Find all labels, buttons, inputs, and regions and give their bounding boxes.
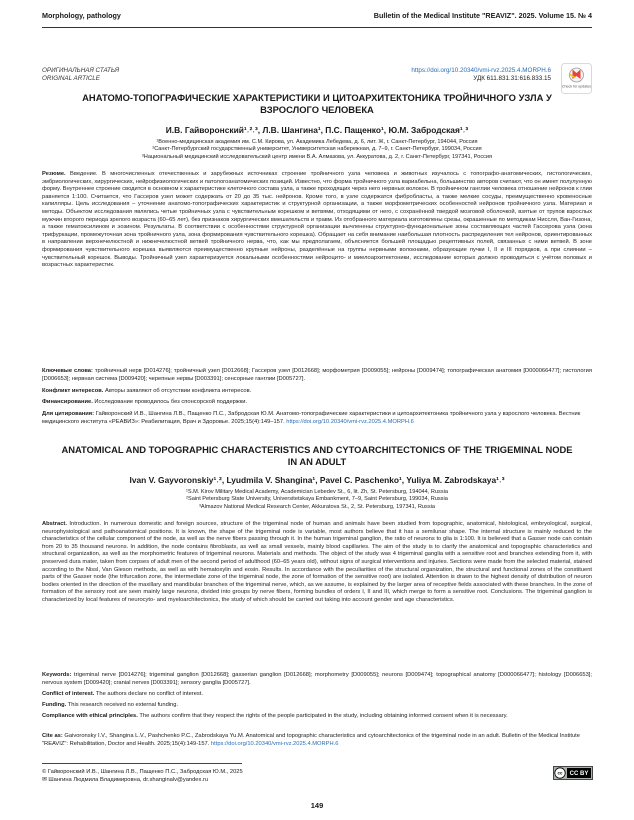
running-header bbox=[42, 8, 592, 22]
copyright-line: © Гайворонский И.В., Шангина Л.В., Пащенко П.С., Забродская Ю.М., 2025 bbox=[42, 769, 243, 775]
abstract-ru bbox=[42, 171, 592, 270]
svg-text:cc: cc bbox=[557, 770, 563, 776]
cite-label-en: Cite as: bbox=[42, 733, 63, 739]
cite-text-ru: Гайворонский И.В., Шангина Л.В., Пащенко П.С., Забродская Ю.М. Анатомо-топографические характеристики и цитоархитектоника тройничного узла у взрослого человека. Вестник медицинского института «РЕАВИЗ»: Реабилитация, Врач и Здоровье. 2025;15(4):149–157. bbox=[42, 411, 581, 425]
authors-ru: И.В. Гайворонский¹˒²˒³, Л.В. Шангина¹, П.С. Пащенко¹, Ю.М. Забродская¹˒³ bbox=[165, 125, 469, 135]
contact-line: ✉ Шангина Людмила Владимировна, dr.shanginalv@yandex.ru bbox=[42, 777, 209, 783]
conflict-label-ru: Конфликт интересов. bbox=[42, 388, 104, 394]
compliance-label-en: Compliance with ethical principles. bbox=[42, 713, 138, 719]
funding-ru bbox=[42, 399, 592, 405]
copyright-block bbox=[42, 768, 243, 784]
affiliation: ²Saint Petersburg State University, Universitetskaya Embankment, 7–9, Saint Petersburg, 199034, Russia bbox=[186, 496, 448, 503]
affiliation: ¹S.M. Kirov Military Medical Academy, Academician Lebedev St., 6, lit. Zh, St. Petersburg, 194044, Russia bbox=[186, 489, 448, 495]
conflict-ru bbox=[42, 388, 592, 394]
doi-link[interactable]: https://doi.org/10.20340/vmi-rvz.2025.4.MORPH.6 bbox=[411, 67, 551, 74]
footer-divider bbox=[42, 763, 242, 764]
abstract-body-ru: Введение. В многочисленных отечественных и зарубежных источниках строение тройничного узла человека и животных изучалось с топографо-анатомических, гистологических, эмбриологических, хирургических, нейрофизиологических и патологоанатомических позиций. Известно, что форма тройничного узла вариабельна, большинство авторов считают, что он имеет полулунную форму. Внутреннее строение сводится в основном к характеристике клеточного состава узла, а также проходящих через него нервных волокон. В тройничном ганглии человека отношение нейронов к глии равняется 1:100. Считается, что Гассеров узел может содержать от 20 до 35 тыс. нейронов. Кроме того, в узле содержатся фибробласты, а также мелкие сосуды, преимущественно кровеносные капилляры. Цель исследования – уточнение анатомо-топографических характеристик и структурной организации, а также морфометрических особенностей нейронов тройничного узла. Материал и методы. Объектом исследования являлись четые тройничных узла с чувствительным корешком и ветвями, отходящими от него, с сохранённой твердой мозговой оболочкой, взятые от трупов взрослых мужчин второго периода зрелого возраста (60–65 лет), без признаков хирургических вмешательств и травм. Из отобранного материала изготовлены срезы, окрашенные по методикам Ниссля, Ван-Гизона, а также гематоксилином и эозином. Результаты. В соответствии с особенностями структурной организации вычленены структурно-функциональные зоны составляющих частей Гассерова узла (зона трифуркации, промежуточная зона тройничного узла, зона формирования чувствительного корешка). Обращает на себя внимание наибольшая плотность распределения тел нейронов, ориентированных в направлении верхнечелюстной и нижнечелюстной ветвей тройничного нерва, что, как мы предполагаем, объясняется большей площадью рецептивных полей, связанных с ними ветвей. В зоне формирования чувствительного корешка выявляются преимущественно крупные нейроны, разделённые на группы нервными волокнами, образующие пучки I, II и III порядков, а при слиянии – чувствительный корешок. Выводы. Тройничный узел характеризуется локальными особенностями нейроцито- и миелоархитектоники, исследование которых должно проводиться с учётом половых и возрастных характеристик. bbox=[42, 171, 592, 269]
article-type-en: ORIGINAL ARTICLE bbox=[42, 75, 100, 82]
check-for-updates-badge[interactable] bbox=[561, 63, 592, 94]
funding-label-ru: Финансирование. bbox=[42, 399, 93, 405]
abstract-en bbox=[42, 521, 592, 605]
udc-code: УДК 611.831.31:616.833.15 bbox=[473, 75, 551, 82]
article-type bbox=[42, 67, 119, 83]
section-name: Morphology, pathology bbox=[42, 10, 121, 20]
abstract-label-en: Abstract. bbox=[42, 521, 67, 527]
compliance-text-en: The authors confirm that they respect the rights of the people participated in the study, including obtaining informed consent when it is necessary. bbox=[139, 713, 508, 719]
keywords-label-ru: Ключевые слова: bbox=[42, 368, 93, 374]
funding-text-en: This research received no external funding. bbox=[67, 702, 179, 708]
affiliation: ²Санкт-Петербургский государственный университет, Университетская набережная, д. 7–9, г. Санкт-Петербург, 199034, Россия bbox=[152, 146, 482, 153]
abstract-label-ru: Резюме. bbox=[42, 171, 66, 177]
conflict-en bbox=[42, 691, 592, 697]
citation-ru bbox=[42, 411, 592, 426]
title-ru: АНАТОМО-ТОПОГРАФИЧЕСКИЕ ХАРАКТЕРИСТИКИ И ЦИТОАРХИТЕКТОНИКА ТРОЙНИЧНОГО УЗЛА У ВЗРОСЛОГО ЧЕЛОВЕКА bbox=[82, 92, 552, 115]
page-number: 149 bbox=[310, 801, 324, 810]
doi-block bbox=[411, 67, 551, 83]
keywords-list-en: trigeminal nerve [D014276]; trigeminal ganglion [D012668]; gasserian ganglion [D012668]; morphometry [D009055]; neurons [D009474]; topographical anatomy [D000066477]; histology [D006653]; nervous system [D009420]; cranial nerves [D003391]; sensory ganglia [D005727]. bbox=[42, 672, 592, 686]
conflict-text-ru: Авторы заявляют об отсутствии конфликта интересов. bbox=[104, 388, 252, 394]
cite-label-ru: Для цитирования: bbox=[42, 411, 95, 417]
funding-en bbox=[42, 702, 592, 708]
title-en: ANATOMICAL AND TOPOGRAPHIC CHARACTERISTICS AND CYTOARCHITECTONICS OF THE TRIGEMINAL NODE IN AN ADULT bbox=[61, 444, 573, 467]
keywords-ru bbox=[42, 368, 592, 383]
keywords-list-ru: тройничный нерв [D014276]; тройничный узел [D012668]; Гассеров узел [D012668]; морфометрия [D009055]; нейроны [D009474]; топографическая анатомия [D000066477]; гистология [D006653]; нервная система [D009420]; черепные нервы [D003391]; сенсорные ганглии [D005727]. bbox=[42, 368, 592, 382]
funding-label-en: Funding. bbox=[42, 702, 67, 708]
conflict-label-en: Conflict of interest. bbox=[42, 691, 95, 697]
affiliations-en bbox=[42, 489, 592, 511]
conflict-text-en: The authors declare no conflict of interest. bbox=[95, 691, 203, 697]
affiliation: ¹Военно-медицинская академия им. С.М. Кирова, ул. Академика Лебедева, д. 6, лит. Ж, г. Санкт-Петербург, 194044, Россия bbox=[156, 139, 478, 145]
affiliations-ru bbox=[42, 139, 592, 161]
affiliation: ³Almazov National Medical Research Center, Akkuratova St., 2, St. Petersburg, 197341, Russia bbox=[199, 503, 435, 510]
header-divider bbox=[42, 27, 592, 28]
article-type-ru: ОРИГИНАЛЬНАЯ СТАТЬЯ bbox=[42, 67, 119, 74]
badge-label: Check for updates bbox=[561, 84, 592, 89]
license-label: CC BY bbox=[569, 771, 589, 778]
journal-issue: Bulletin of the Medical Institute "REAVIZ". 2025. Volume 15. № 4 bbox=[373, 10, 592, 20]
keywords-en bbox=[42, 672, 592, 687]
funding-text-ru: Исследование проводилось без спонсорской поддержки. bbox=[94, 399, 248, 405]
cite-text-en: Gaivoronsky I.V., Shangina L.V., Pashchenko P.C., Zabrodskaya Yu.M. Anatomical and topographic characteristics and cytoarchitectonics of the trigeminal node in an adult. Bulletin of the Medical Institute "REAVIZ": Rehabilitation, Doctor and Health. 2025;15(4):149-157. bbox=[42, 733, 580, 747]
citation-en bbox=[42, 733, 592, 748]
ethics-en bbox=[42, 713, 592, 721]
abstract-body-en: Introduction. In numerous domestic and foreign sources, structure of the trigeminal node of human and animals have been studied from topographic, anatomical, histological, embryological, surgical, neurophysiological and pathoanatomical positions. It is known, the shape of the trigeminal node is variable, most authors believe that it has a semilunar shape. The internal structure is mainly reduced to the characteristics of the cellular component of the node, as well as the nerve fibers passing through it. In the human trigeminal ganglion, the ratio of neurons to glia is 1:100. It is believed that a Gasser node can contain from 20 to 35 thousand neurons. In addition, the node contains fibroblasts, as well as small vessels, mainly blood capillaries. The aim of the study is to clarify the anatomical and topographic characteristics and structural organization, as well as the morphometric features of trigeminal neurons. Materials and methods. The object of the study was 4 trigeminal ganglia with a sensitive root and branches extending from it, with preserved dura mater, taken from corpses of adult men of the second period of adulthood (60–65 years old), without signs of surgical interventions and injuries. Sections were made from the selected material, stained according to the Nissl, Van Gieson methods, as well as with hematoxylin and eosin. Results. In accordance with the peculiarities of the structural organization, the structural and functional zones of the constituent parts of the Gasser node (the trifurcation zone, the intermediate zone of the trigeminal node, the zone of formation of the sensitive root) are isolated. Attention is drawn to the highest density of distribution of neuron bodies oriented in the direction of the maxillary and mandibular branches of the trigeminal nerve, which, as we assume, is explained by the larger area of receptive fields associated with these branches. In the zone of formation of the sensory root are seen mainly large neurons, divided into groups by nerve fibers, forming bundles of orders I, II and III, which merge to form a sensitive root. Conclusions. The trigeminal ganglion is characterized by local features of neurocyto- and myeloarchitectonics, the study of which should be carried out taking into account gender and age characteristics. bbox=[42, 521, 592, 603]
affiliation: ³Национальный медицинский исследовательский центр имени В.А. Алмазова, ул. Аккуратова, д. 2, г. Санкт-Петербург, 197341, Россия bbox=[141, 153, 493, 160]
cite-doi-link-en[interactable]: https://doi.org/10.20340/vmi-rvz.2025.4.MORPH.6 bbox=[210, 740, 339, 747]
cite-doi-link-ru[interactable]: https://doi.org/10.20340/vmi-rvz.2025.4.MORPH.6 bbox=[286, 418, 414, 425]
cc-by-license-badge[interactable] bbox=[553, 766, 593, 780]
authors-en: Ivan V. Gayvoronskiy¹˒², Lyudmila V. Shangina¹, Pavel C. Paschenko¹, Yuliya M. Zabrodskaya¹˒³ bbox=[129, 475, 505, 485]
keywords-label-en: Keywords: bbox=[42, 672, 72, 678]
